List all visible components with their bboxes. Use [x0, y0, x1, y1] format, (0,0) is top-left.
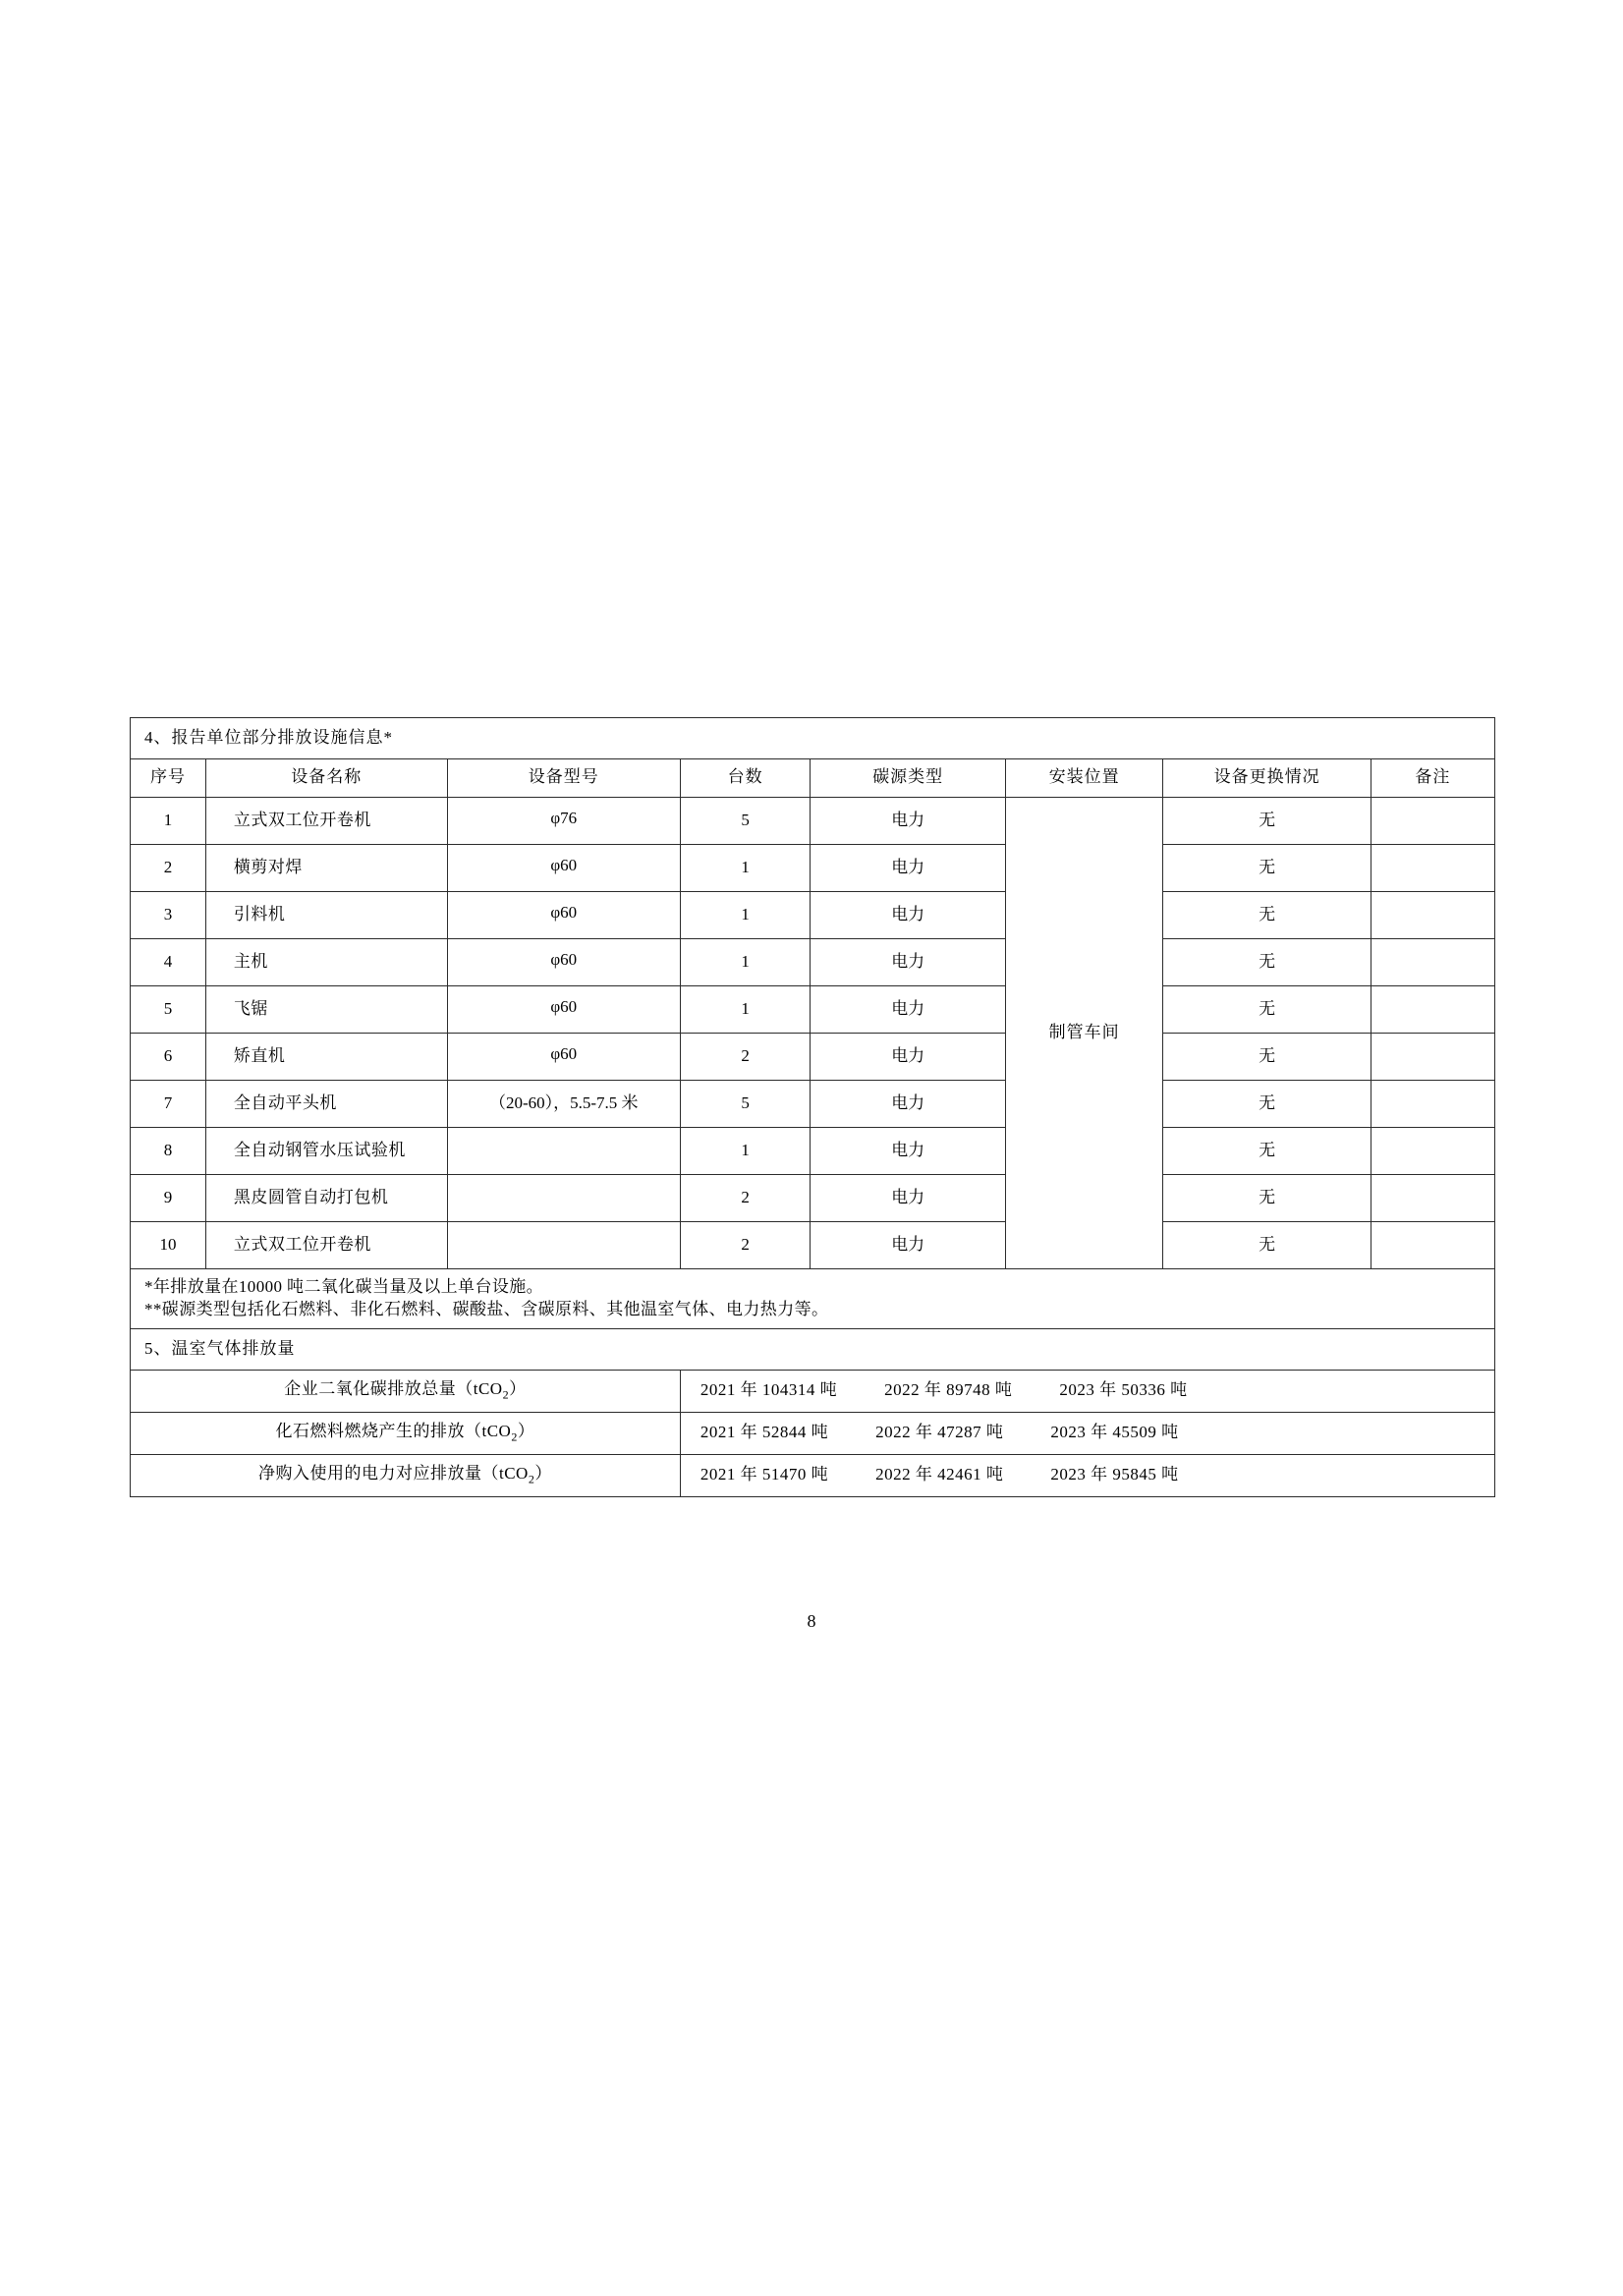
cell-carbon-source: 电力: [811, 1080, 1006, 1127]
cell-carbon-source: 电力: [811, 985, 1006, 1033]
cell-carbon-source: 电力: [811, 797, 1006, 844]
cell-remark: [1371, 1221, 1494, 1268]
cell-no: 2: [131, 844, 206, 891]
cell-equipment-name: 引料机: [205, 891, 447, 938]
header-install-location: 安装位置: [1006, 758, 1163, 797]
ghg-row: [131, 1370, 1495, 1412]
cell-replacement: 无: [1163, 1080, 1371, 1127]
cell-carbon-source: 电力: [811, 1033, 1006, 1080]
cell-remark: [1371, 797, 1494, 844]
ghg-label-sub: 2: [511, 1429, 518, 1444]
cell-equipment-name: 立式双工位开卷机: [205, 797, 447, 844]
cell-remark: [1371, 1127, 1494, 1174]
ghg-value-2023: 2023 年 95845 吨: [1050, 1465, 1179, 1484]
table-row: [131, 1080, 1495, 1127]
cell-carbon-source: 电力: [811, 1221, 1006, 1268]
header-equipment-name: 设备名称: [205, 758, 447, 797]
table-row: [131, 844, 1495, 891]
cell-count: 2: [680, 1221, 810, 1268]
cell-replacement: 无: [1163, 891, 1371, 938]
cell-no: 1: [131, 797, 206, 844]
cell-remark: [1371, 1080, 1494, 1127]
cell-replacement: 无: [1163, 1174, 1371, 1221]
cell-count: 2: [680, 1174, 810, 1221]
table-row: [131, 797, 1495, 844]
table-header-row: [131, 758, 1495, 797]
cell-equipment-name: 立式双工位开卷机: [205, 1221, 447, 1268]
footnote-2: **碳源类型包括化石燃料、非化石燃料、碳酸盐、含碳原料、其他温室气体、电力热力等。: [144, 1299, 829, 1318]
ghg-label-electricity: [131, 1454, 681, 1496]
ghg-values-total: [680, 1370, 1494, 1412]
cell-equipment-name: 飞锯: [205, 985, 447, 1033]
ghg-value-2022: 2022 年 47287 吨: [875, 1423, 1004, 1442]
ghg-value-2021: 2021 年 52844 吨: [700, 1423, 829, 1442]
cell-count: 1: [680, 1127, 810, 1174]
cell-count: 1: [680, 844, 810, 891]
cell-equipment-model: [447, 1221, 680, 1268]
cell-equipment-model: φ76: [447, 797, 680, 844]
cell-remark: [1371, 1174, 1494, 1221]
cell-no: 6: [131, 1033, 206, 1080]
cell-no: 10: [131, 1221, 206, 1268]
ghg-label-text: 化石燃料燃烧产生的排放（tCO: [275, 1422, 512, 1441]
cell-equipment-name: 全自动钢管水压试验机: [205, 1127, 447, 1174]
cell-equipment-model: φ60: [447, 891, 680, 938]
table-row: [131, 1221, 1495, 1268]
cell-remark: [1371, 985, 1494, 1033]
ghg-value-2023: 2023 年 50336 吨: [1059, 1380, 1188, 1400]
ghg-value-2021: 2021 年 104314 吨: [700, 1380, 838, 1400]
header-carbon-source: 碳源类型: [811, 758, 1006, 797]
header-remark: 备注: [1371, 758, 1494, 797]
table-row: [131, 891, 1495, 938]
cell-carbon-source: 电力: [811, 844, 1006, 891]
cell-equipment-model: φ60: [447, 1033, 680, 1080]
cell-equipment-name: 横剪对焊: [205, 844, 447, 891]
cell-replacement: 无: [1163, 1033, 1371, 1080]
cell-replacement: 无: [1163, 938, 1371, 985]
cell-equipment-model: φ60: [447, 938, 680, 985]
cell-remark: [1371, 891, 1494, 938]
ghg-value-2022: 2022 年 89748 吨: [884, 1380, 1013, 1400]
cell-equipment-name: 主机: [205, 938, 447, 985]
ghg-label-text: 净购入使用的电力对应排放量（tCO: [258, 1464, 529, 1484]
ghg-label-suffix: ）: [534, 1464, 552, 1484]
cell-equipment-model: φ60: [447, 985, 680, 1033]
header-no: 序号: [131, 758, 206, 797]
cell-carbon-source: 电力: [811, 1127, 1006, 1174]
cell-replacement: 无: [1163, 985, 1371, 1033]
section5-title: 5、温室气体排放量: [131, 1328, 1495, 1370]
ghg-label-fossil: [131, 1412, 681, 1454]
section4-title-row: [131, 718, 1495, 759]
table-row: [131, 985, 1495, 1033]
cell-count: 1: [680, 985, 810, 1033]
ghg-values-electricity: [680, 1454, 1494, 1496]
table-row: [131, 1127, 1495, 1174]
ghg-value-2021: 2021 年 51470 吨: [700, 1465, 829, 1484]
ghg-label-sub: 2: [528, 1472, 535, 1486]
cell-equipment-name: 矫直机: [205, 1033, 447, 1080]
cell-no: 9: [131, 1174, 206, 1221]
table-row: [131, 1174, 1495, 1221]
section4-title: 4、报告单位部分排放设施信息*: [131, 718, 1495, 759]
cell-count: 1: [680, 891, 810, 938]
cell-no: 3: [131, 891, 206, 938]
cell-replacement: 无: [1163, 797, 1371, 844]
header-equipment-model: 设备型号: [447, 758, 680, 797]
ghg-label-sub: 2: [502, 1387, 510, 1402]
footnote-1: *年排放量在10000 吨二氧化碳当量及以上单台设施。: [144, 1276, 544, 1296]
cell-carbon-source: 电力: [811, 938, 1006, 985]
ghg-values-fossil: [680, 1412, 1494, 1454]
emission-facility-table: [130, 717, 1495, 1497]
cell-remark: [1371, 1033, 1494, 1080]
cell-no: 5: [131, 985, 206, 1033]
ghg-row: [131, 1412, 1495, 1454]
cell-no: 4: [131, 938, 206, 985]
ghg-value-2022: 2022 年 42461 吨: [875, 1465, 1004, 1484]
footnotes-row: [131, 1268, 1495, 1328]
ghg-label-suffix: ）: [517, 1422, 535, 1441]
cell-no: 7: [131, 1080, 206, 1127]
cell-equipment-name: 黑皮圆管自动打包机: [205, 1174, 447, 1221]
page-number: 8: [807, 1611, 816, 1631]
footnotes: [131, 1268, 1495, 1328]
cell-no: 8: [131, 1127, 206, 1174]
content-block: [130, 717, 1495, 1497]
cell-replacement: 无: [1163, 1221, 1371, 1268]
header-replacement: 设备更换情况: [1163, 758, 1371, 797]
header-count: 台数: [680, 758, 810, 797]
cell-replacement: 无: [1163, 844, 1371, 891]
ghg-label-suffix: ）: [509, 1379, 527, 1399]
table-row: [131, 1033, 1495, 1080]
cell-remark: [1371, 844, 1494, 891]
cell-carbon-source: 电力: [811, 891, 1006, 938]
cell-equipment-model: φ60: [447, 844, 680, 891]
cell-count: 2: [680, 1033, 810, 1080]
cell-count: 5: [680, 797, 810, 844]
cell-replacement: 无: [1163, 1127, 1371, 1174]
table-row: [131, 938, 1495, 985]
cell-count: 5: [680, 1080, 810, 1127]
cell-equipment-model: [447, 1127, 680, 1174]
ghg-row: [131, 1454, 1495, 1496]
cell-equipment-model: [447, 1174, 680, 1221]
cell-remark: [1371, 938, 1494, 985]
cell-equipment-name: 全自动平头机: [205, 1080, 447, 1127]
cell-carbon-source: 电力: [811, 1174, 1006, 1221]
ghg-label-text: 企业二氧化碳排放总量（tCO: [284, 1379, 503, 1399]
cell-equipment-model: （20-60），5.5-7.5 米: [447, 1080, 680, 1127]
cell-install-location: 制管车间: [1006, 797, 1163, 1268]
cell-count: 1: [680, 938, 810, 985]
ghg-value-2023: 2023 年 45509 吨: [1050, 1423, 1179, 1442]
section5-title-row: [131, 1328, 1495, 1370]
ghg-label-total: [131, 1370, 681, 1412]
